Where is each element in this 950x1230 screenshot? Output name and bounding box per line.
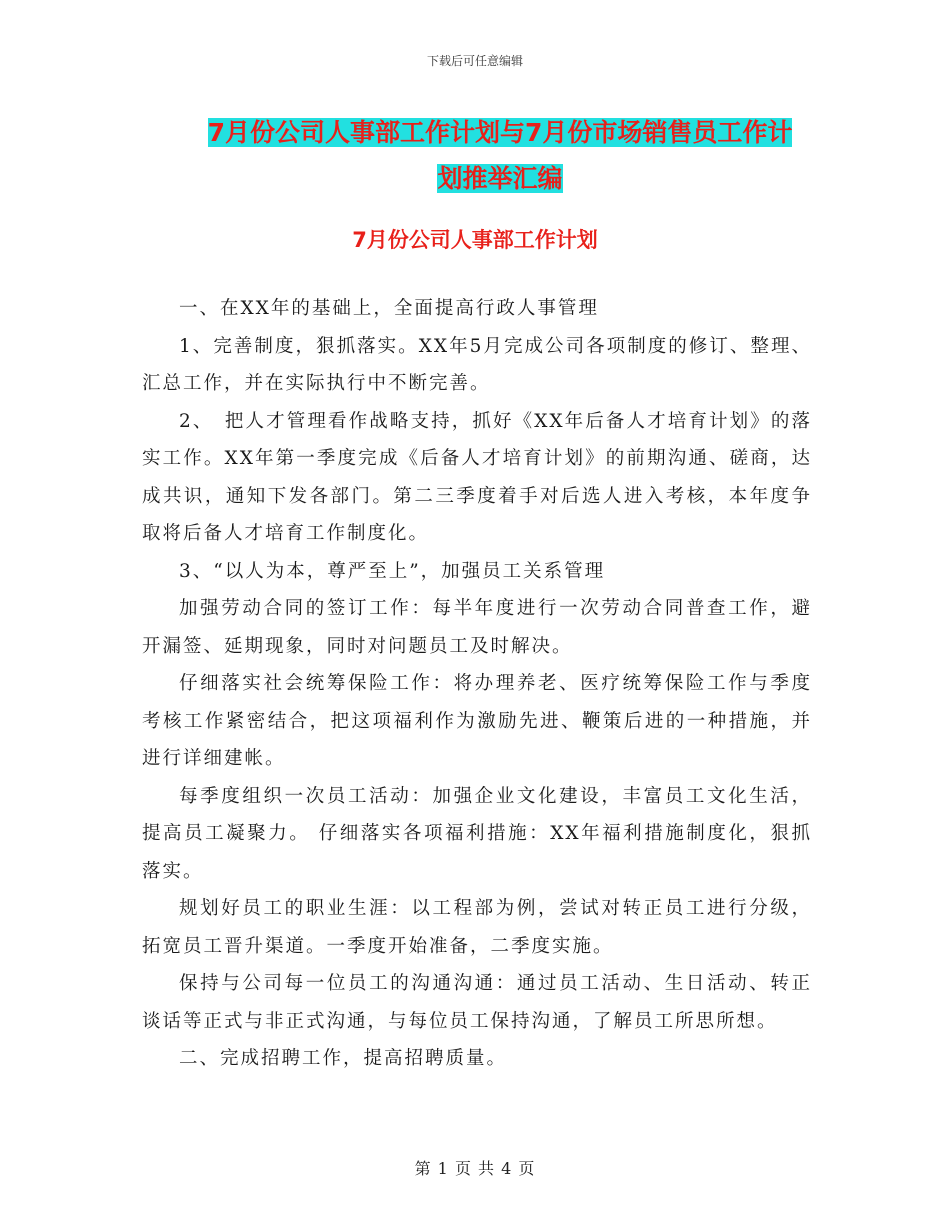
paragraph: 二、完成招聘工作，提高招聘质量。 <box>179 1048 508 1069</box>
paragraph: 仔细落实社会统筹保险工作：将办理养老、医疗统筹保险工作与季度考核工作紧密结合，把这项福利作为激励先进、鞭策后进的一种措施，并进行详细建帐。 <box>142 673 812 769</box>
header-note: 下载后可任意编辑 <box>426 54 523 68</box>
title-line-2: 划推举汇编 <box>437 164 563 193</box>
document-title <box>140 110 860 202</box>
paragraph: 2、 把人才管理看作战略支持，抓好《XX年后备人才培育计划》的落实工作。XX年第一季度完成《后备人才培育计划》的前期沟通、磋商，达成共识，通知下发各部门。第二三季度着手对后选人进入考核，本年度争取将后备人才培育工作制度化。 <box>142 410 812 544</box>
section-title: 7月份公司人事部工作计划 <box>352 228 598 252</box>
paragraph: 规划好员工的职业生涯：以工程部为例，尝试对转正员工进行分级，拓宽员工晋升渠道。一季度开始准备，二季度实施。 <box>142 898 812 957</box>
document-body <box>142 290 812 1078</box>
paragraph: 加强劳动合同的签订工作：每半年度进行一次劳动合同普查工作，避开漏签、延期现象，同时对问题员工及时解决。 <box>142 598 812 657</box>
page-footer: 第 1 页 共 4 页 <box>414 1159 536 1178</box>
paragraph: 一、在XX年的基础上，全面提高行政人事管理 <box>179 298 599 319</box>
paragraph: 1、完善制度，狠抓落实。XX年5月完成公司各项制度的修订、整理、汇总工作，并在实际执行中不断完善。 <box>142 335 812 394</box>
title-line-1: 7月份公司人事部工作计划与7月份市场销售员工作计 <box>207 118 793 147</box>
paragraph: 保持与公司每一位员工的沟通沟通：通过员工活动、生日活动、转正谈话等正式与非正式沟通，与每位员工保持沟通，了解员工所思所想。 <box>142 973 812 1032</box>
paragraph: 3、“以人为本，尊严至上”，加强员工关系管理 <box>179 560 606 582</box>
paragraph: 每季度组织一次员工活动：加强企业文化建设，丰富员工文化生活，提高员工凝聚力。 仔细落实各项福利措施：XX年福利措施制度化，狠抓落实。 <box>142 785 812 882</box>
